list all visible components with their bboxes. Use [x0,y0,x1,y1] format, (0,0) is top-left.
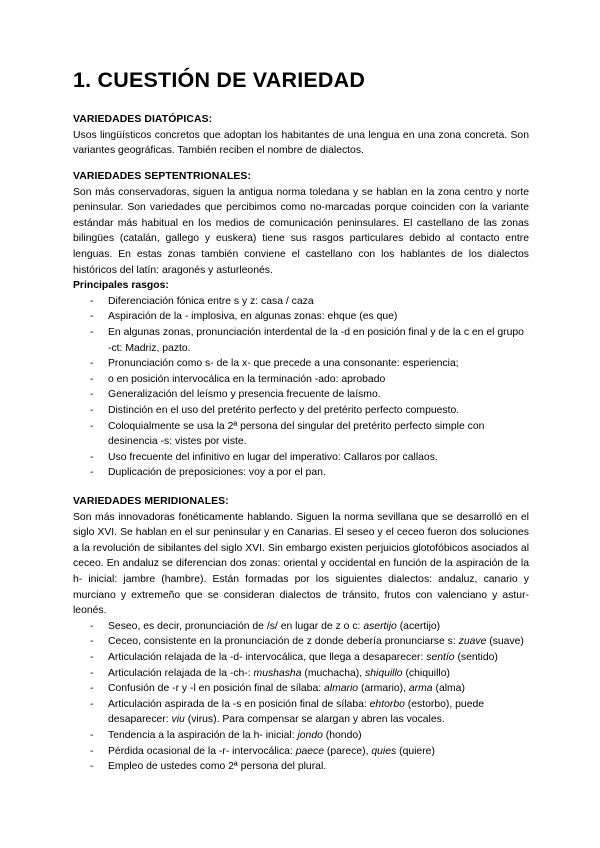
list-item-text: Diferenciación fónica entre s y z: casa / caza [108,295,314,307]
example-word: mushasha [253,667,302,679]
list-item-text: En algunas zonas, pronunciación interdental de la -d en posición final y de la c en el grupo -ct: Madriz, pazto. [108,326,524,354]
list-item [73,325,529,356]
list-item [73,619,529,635]
section-diatopicas [73,112,529,159]
bullet-dash: - [90,373,94,385]
list-item-text: Ceceo, consistente en la pronunciación de z donde debería pronunciarse s: [108,636,459,648]
list-item-text: Distinción en el uso del pretérito perfecto y del pretérito perfecto compuesto. [108,404,460,416]
list-item-text: (acertijo) [396,620,441,632]
list-item-text: (hondo) [322,729,362,741]
example-word: ehtorbo [369,698,405,710]
list-item-text: (quiere) [396,745,435,757]
list-item [73,294,529,310]
example-word: almario [324,683,359,695]
bullet-dash: - [90,761,94,773]
example-word: asertijo [363,620,397,632]
list-item-text: Confusión de -r y -l en posición final de sílaba: [108,683,325,695]
list-item-text: (virus). Para compensar se alargan y abren las vocales. [184,714,445,726]
list-item [73,728,529,744]
list-item [73,387,529,403]
bullet-dash: - [90,729,94,741]
list-item-text: Seseo, es decir, pronunciación de /s/ en lugar de z o c: [108,620,364,632]
bullet-dash: - [90,451,94,463]
features-list [73,619,529,775]
list-item [73,372,529,388]
bullet-dash: - [90,311,94,323]
list-item-text: (estorbo), puede desaparecer: [108,698,485,726]
bullet-dash: - [90,620,94,632]
list-item [73,650,529,666]
list-item-text: Aspiración de la - implosiva, en algunas zonas: ehque (es que) [108,311,398,323]
list-item [73,309,529,325]
list-item-text: Articulación aspirada de la -s en posición final de sílaba: [108,698,370,710]
list-item [73,403,529,419]
bullet-dash: - [90,326,94,338]
list-item-text: (alma) [432,683,465,695]
list-item-text: (suave) [486,636,524,648]
bullet-dash: - [90,467,94,479]
section-paragraph: Son más innovadoras fonéticamente hablando. Siguen la norma sevillana que se desarrolló en el siglo XVI. Se hablan en el sur peninsular y en Canarias. El seseo y el ceceo fueron dos soluciones a la revolución de sibilantes del siglo XVI. Sin embargo existen perjuicios glotofóbicos asociados al ceceo. En andaluz se diferencian dos zonas: oriental y occidental en función de la aspiración de la h- inicial: jambre (hambre). Están formadas por los siguientes dialectos: andaluz, canario y murciano y extremeño que se consideran dialectos de tránsito, frutos con valenciano y astur-leonés. [73,511,529,617]
example-word: zuave [458,636,487,648]
example-word: paece [295,745,325,757]
list-item-text: Pronunciación como s- de la x- que precede a una consonante: esperiencia; [108,358,459,370]
list-item [73,634,529,650]
list-item-text: Tendencia a la aspiración de la h- inicial: [108,729,298,741]
list-item [73,744,529,760]
section-septentrionales [73,169,529,481]
list-item-text: Articulación relajada de la -d- intervocálica, que llega a desaparecer: [108,651,427,663]
bullet-dash: - [90,404,94,416]
section-paragraph: Son más conservadoras, siguen la antigua norma toledana y se hablan en la zona centro y norte peninsular. Son variedades que percibimos como no-marcadas porque coinciden con la variante estándar más habitual en los medios de comunicación peninsulares. El castellano de las zonas bilingües (catalán, gallego y euskera) tiene sus rasgos particulares debido al contacto entre lenguas. En estas zonas también conviene el castellano con los hablantes de los dialectos históricos del latín: aragonés y asturleonés. [73,186,529,276]
list-item-text: o en posición intervocálica en la terminación -ado: aprobado [108,373,386,385]
bullet-dash: - [90,358,94,370]
section-paragraph: Usos lingüísticos concretos que adoptan los habitantes de una lengua en una zona concreta. Son variantes geográficas. También reciben el nombre de dialectos. [73,129,529,157]
list-item-text: Duplicación de preposiciones: voy a por el pan. [108,467,326,479]
section-heading: VARIEDADES MERIDIONALES: [73,496,229,507]
list-item [73,697,529,728]
list-item-text: Uso frecuente del infinitivo en lugar del imperativo: Callaros por callaos. [108,451,438,463]
list-item-text: Empleo de ustedes como 2ª persona del plural. [108,761,327,773]
bullet-dash: - [90,295,94,307]
bullet-dash: - [90,745,94,757]
list-item-text: (chiquillo) [402,667,450,679]
bullet-dash: - [90,651,94,663]
list-item-text: Pérdida ocasional de la -r- intervocálica: [108,745,296,757]
example-word: shiquillo [365,667,403,679]
list-item-text: (parece), [324,745,372,757]
section-heading: VARIEDADES SEPTENTRIONALES: [73,171,252,182]
features-subheading: Principales rasgos: [73,280,169,292]
list-item [73,681,529,697]
list-item-text: Articulación relajada de la -ch-: [108,667,254,679]
bullet-dash: - [90,683,94,695]
bullet-dash: - [90,698,94,710]
example-word: viu [171,714,185,726]
list-item-text: (muchacha), [301,667,366,679]
example-word: arma [408,683,433,695]
list-item [73,666,529,682]
list-item-text: (sentido) [454,651,498,663]
example-word: quies [371,745,397,757]
list-item [73,419,529,450]
list-item-text: (armario), [358,683,409,695]
page-title: 1. CUESTIÓN DE VARIEDAD [73,68,366,92]
example-word: jondo [297,729,323,741]
bullet-dash: - [90,389,94,401]
example-word: sentío [426,651,455,663]
list-item [73,450,529,466]
list-item [73,465,529,481]
bullet-dash: - [90,667,94,679]
list-item [73,759,529,775]
section-meridionales [73,494,529,775]
bullet-dash: - [90,420,94,432]
list-item-text: Generalización del leísmo y presencia frecuente de laísmo. [108,389,381,401]
features-list [73,294,529,481]
list-item [73,356,529,372]
list-item-text: Coloquialmente se usa la 2ª persona del singular del pretérito perfecto simple con desinencia -s: vistes por viste. [108,420,485,448]
bullet-dash: - [90,636,94,648]
section-heading: VARIEDADES DIATÓPICAS: [73,114,213,125]
